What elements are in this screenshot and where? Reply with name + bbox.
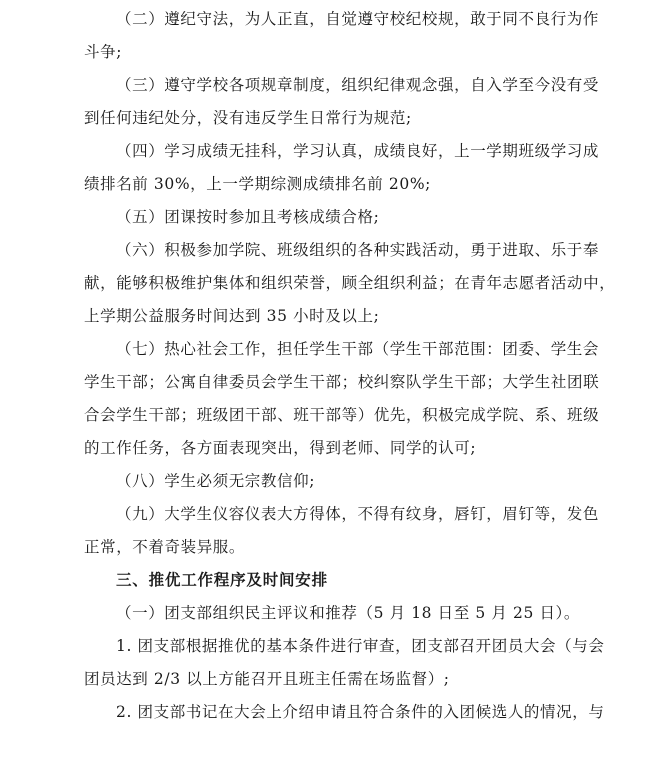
item-7-line-3: 合会学生干部；班级团干部、班干部等）优先，积极完成学院、系、班级	[84, 406, 600, 424]
item-3-line-1: （三）遵守学校各项规章制度，组织纪律观念强，自入学至今没有受	[116, 76, 600, 94]
item-4-line-2: 绩排名前 30%，上一学期综测成绩排名前 20%;	[84, 175, 431, 193]
item-7-line-1: （七）热心社会工作，担任学生干部（学生干部范围：团委、学生会	[116, 340, 600, 358]
step-1-1-line-1: 1. 团支部根据推优的基本条件进行审查，团支部召开团员大会（与会	[116, 637, 605, 655]
step-1-1-line-2: 团员达到 2/3 以上方能召开且班主任需在场监督）;	[84, 670, 450, 688]
item-7-line-4: 的工作任务，各方面表现突出，得到老师、同学的认可;	[84, 439, 477, 457]
item-9-line-2: 正常，不着奇装异服。	[84, 538, 246, 556]
section-heading: 三、推优工作程序及时间安排	[116, 571, 328, 589]
item-6-line-1: （六）积极参加学院、班级组织的各种实践活动，勇于进取、乐于奉	[116, 241, 600, 259]
item-4-line-1: （四）学习成绩无挂科，学习认真，成绩良好，上一学期班级学习成	[116, 142, 600, 160]
item-2-line-2: 斗争;	[84, 43, 123, 61]
item-6-line-3: 上学期公益服务时间达到 35 小时及以上;	[84, 307, 380, 325]
item-9-line-1: （九）大学生仪容仪表大方得体，不得有纹身，唇钉，眉钉等，发色	[116, 505, 600, 523]
item-6-line-2: 献，能够积极维护集体和组织荣誉，顾全组织利益；在青年志愿者活动中，	[84, 274, 616, 292]
item-8-line-1: （八）学生必须无宗教信仰;	[116, 472, 316, 490]
step-1-line-1: （一）团支部组织民主评议和推荐（5 月 18 日至 5 月 25 日）。	[116, 604, 581, 622]
item-2-line-1: （二）遵纪守法，为人正直，自觉遵守校纪校规，敢于同不良行为作	[116, 10, 600, 28]
item-5-line-1: （五）团课按时参加且考核成绩合格;	[116, 208, 380, 226]
step-1-2-line-1: 2. 团支部书记在大会上介绍申请且符合条件的入团候选人的情况，与	[116, 703, 605, 721]
item-3-line-2: 到任何违纪处分，没有违反学生日常行为规范;	[84, 109, 412, 127]
item-7-line-2: 学生干部；公寓自律委员会学生干部；校纠察队学生干部；大学生社团联	[84, 373, 600, 391]
